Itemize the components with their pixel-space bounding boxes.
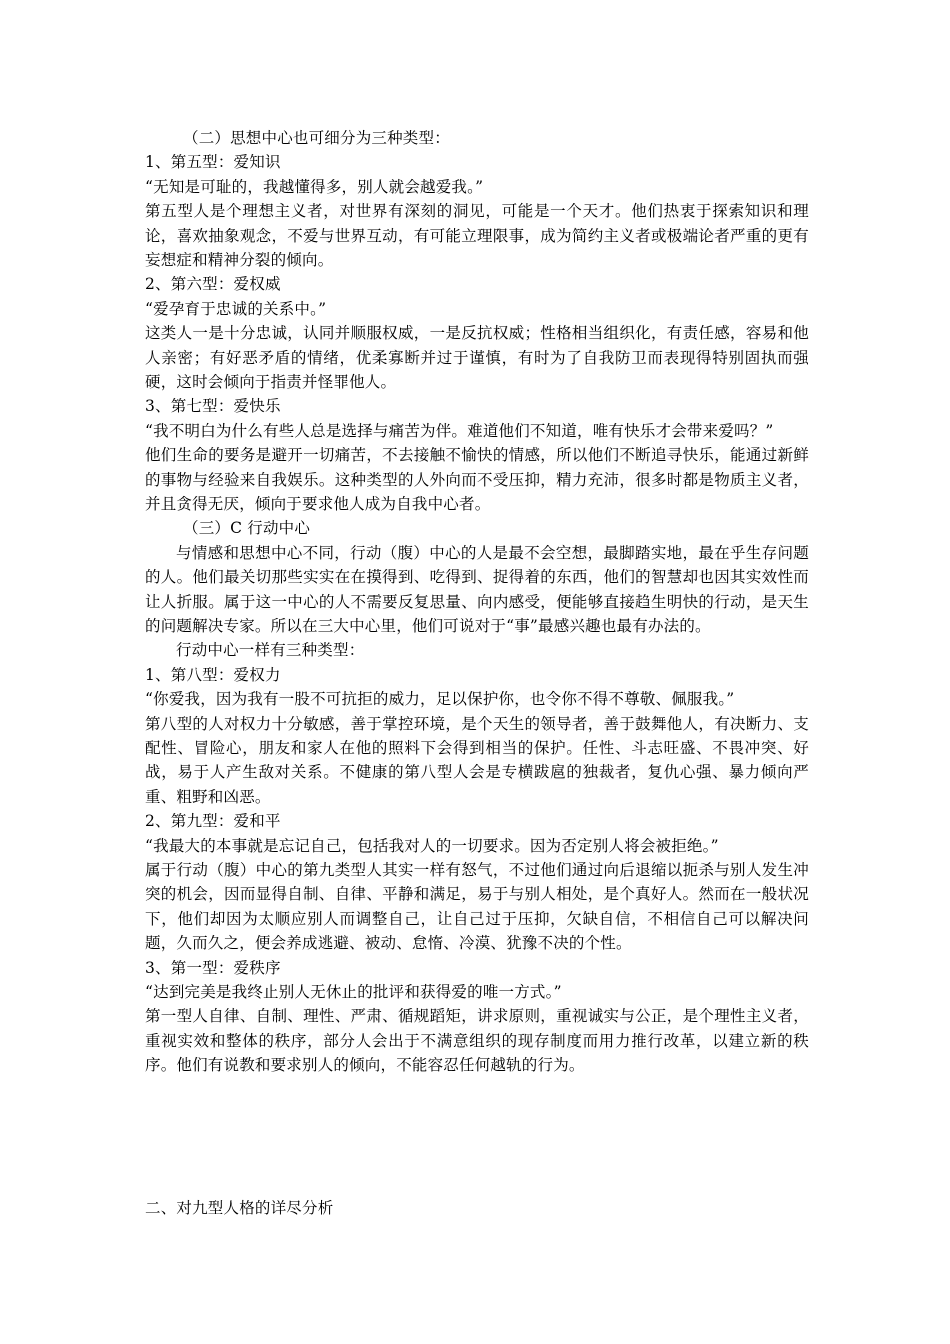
type-nine-heading: 2、第九型：爱和平 — [145, 812, 281, 831]
type-nine-description: 属于行动（腹）中心的第九类型人其实一样有怒气，不过他们通过向后退缩以扼杀与别人发生冲突的机会，因而显得自制、自律、平静和满足，易于与别人相处，是个真好人。然而在一般状况下，他们却因为太顺应别人而调整自己，让自己过于压抑，欠缺自信，不相信自己可以解决问题，久而久之，便会养成逃避、被动、怠惰、冷漠、犹豫不决的个性。 — [145, 861, 809, 953]
type-six-quote: “爱孕育于忠诚的关系中。” — [145, 299, 327, 318]
type-seven-heading: 3、第七型：爱快乐 — [145, 397, 281, 416]
document-body — [145, 126, 809, 1078]
type-six-heading: 2、第六型：爱权威 — [145, 275, 281, 294]
section-title-detailed-analysis: 二、对九型人格的详尽分析 — [145, 1199, 334, 1217]
type-one-heading: 3、第一型：爱秩序 — [145, 958, 281, 977]
type-one-quote: “达到完美是我终止别人无休止的批评和获得爱的唯一方式。” — [145, 983, 562, 1002]
subsection-heading-action-center: （三）C 行动中心 — [183, 519, 311, 538]
action-center-types-intro: 行动中心一样有三种类型： — [176, 641, 365, 660]
subsection-heading-thinking-center: （二）思想中心也可细分为三种类型： — [183, 129, 450, 147]
type-eight-description: 第八型的人对权力十分敏感，善于掌控环境，是个天生的领导者，善于鼓舞他人，有决断力、支配性、冒险心，朋友和家人在他的照料下会得到相当的保护。任性、斗志旺盛、不畏冲突、好战，易于人产生敌对关系。不健康的第八型人会是专横跋扈的独裁者，复仇心强、暴力倾向严重、粗野和凶恶。 — [145, 714, 809, 806]
type-seven-description: 他们生命的要务是避开一切痛苦，不去接触不愉快的情感，所以他们不断追寻快乐，能通过新鲜的事物与经验来自我娱乐。这种类型的人外向而不受压抑，精力充沛，很多时都是物质主义者，并且贪得无厌，倾向于要求他人成为自我中心者。 — [145, 446, 809, 513]
type-eight-heading: 1、第八型：爱权力 — [145, 665, 281, 684]
type-six-description: 这类人一是十分忠诚，认同并顺服权威，一是反抗权威；性格相当组织化，有责任感，容易和他人亲密；有好恶矛盾的情绪，优柔寡断并过于谨慎，有时为了自我防卫而表现得特别固执而强硬，这时会倾向于指责并怪罪他人。 — [145, 324, 809, 391]
type-five-description: 第五型人是个理想主义者，对世界有深刻的洞见，可能是一个天才。他们热衷于探索知识和理论，喜欢抽象观念，不爱与世界互动，有可能立理限事，成为简约主义者或极端论者严重的更有妄想症和精神分裂的倾向。 — [145, 202, 809, 269]
type-five-quote: “无知是可耻的，我越懂得多，别人就会越爱我。” — [145, 177, 484, 196]
action-center-intro: 与情感和思想中心不同，行动（腹）中心的人是最不会空想，最脚踏实地，最在乎生存问题的人。他们最关切那些实实在在摸得到、吃得到、捉得着的东西，他们的智慧却也因其实效性而让人折服。属于这一中心的人不需要反复思量、向内感受，便能够直接趋生明快的行动，是天生的问题解决专家。所以在三大中心里，他们可说对于“事”最感兴趣也最有办法的。 — [145, 543, 809, 636]
type-eight-quote: “你爱我，因为我有一股不可抗拒的威力，足以保护你，也令你不得不尊敬、佩服我。” — [145, 690, 735, 709]
type-five-heading: 1、第五型：爱知识 — [145, 153, 281, 172]
type-seven-quote: “我不明白为什么有些人总是选择与痛苦为伴。难道他们不知道，唯有快乐才会带来爱吗？” — [145, 421, 774, 440]
type-one-description: 第一型人自律、自制、理性、严肃、循规蹈矩，讲求原则，重视诚实与公正，是个理性主义者，重视实效和整体的秩序，部分人会出于不满意组织的现存制度而用力推行改革，以建立新的秩序。他们有说教和要求别人的倾向，不能容忍任何越轨的行为。 — [145, 1007, 809, 1075]
type-nine-quote: “我最大的本事就是忘记自己，包括我对人的一切要求。因为否定别人将会被拒绝。” — [145, 836, 719, 855]
